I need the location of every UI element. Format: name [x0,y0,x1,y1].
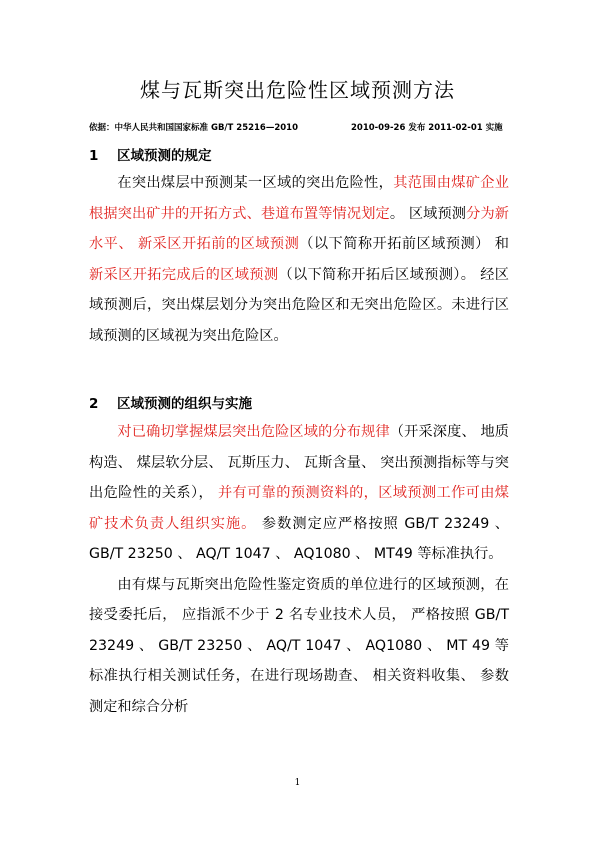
highlighted-text-run: 并有可靠的预测资料的，区域预测工作可由煤矿技术负责人组织实施。 [89,485,509,532]
text-run: 。 区域预测 [389,205,467,222]
section-2-number: 2 [89,396,99,412]
section-1-body [89,168,509,351]
document-title: 煤与瓦斯突出危险性区域预测方法 [140,78,455,102]
highlighted-text-run: 分为新水平、 新采区开拓前的区域预测 [89,205,509,252]
highlighted-text-run: 对已确切掌握煤层突出危险区域的分布规律 [117,424,390,440]
section-2-paragraph-1 [89,417,509,570]
section-1-number: 1 [89,148,99,164]
text-run: 参数测定应严格按照 GB/T 23249 、 GB/T 23250 、 AQ/T 1047 、 AQ1080 、 MT49 等标准执行。 [89,515,509,562]
text-run: 在突出煤层中预测某一区域的突出危险性， [117,175,394,191]
section-2-heading [89,392,252,412]
section-1-heading [89,144,212,164]
highlighted-text-run: 新采区开拓完成后的区域预测 [89,266,279,283]
text-run: （以下简称开拓后区域预测）。 经区域预测后，突出煤层划分为突出危险区和无突出危险区。未进行区域预测的区域视为突出危险区。 [89,266,509,344]
standard-basis-line [89,121,509,133]
section-1-title: 区域预测的规定 [117,148,212,164]
page-number: 1 [294,778,301,788]
text-run: （开采深度、 地质构造、 煤层软分层、 瓦斯压力、 瓦斯含量、 突出预测指标等与突出危险性的关系）， [89,424,509,501]
text-run: （以下简称开拓前区域预测） 和 [299,236,509,252]
standard-reference: 依据：中华人民共和国国家标准 GB/T 25216—2010 [89,123,299,133]
highlighted-text-run: 其范围由煤矿企业根据突出矿井的开拓方式、巷道布置等情况划定 [89,175,509,222]
publish-implement-dates: 2010-09-26 发布 2011-02-01 实施 [351,123,503,133]
section-2-title: 区域预测的组织与实施 [117,396,252,412]
section-2-body [89,417,509,722]
section-1-paragraph [89,168,509,351]
section-2-paragraph-2: 由有煤与瓦斯突出危险性鉴定资质的单位进行的区域预测，在接受委托后， 应指派不少于 2 名专业技术人员， 严格按照 GB/T 23249 、 GB/T 23250 、 AQ/T 1047 、 AQ1080 、 MT 49 等标准执行相关测试任务，在进行现场勘查、 相关资料收集、 参数测定和综合分析 [89,576,509,715]
